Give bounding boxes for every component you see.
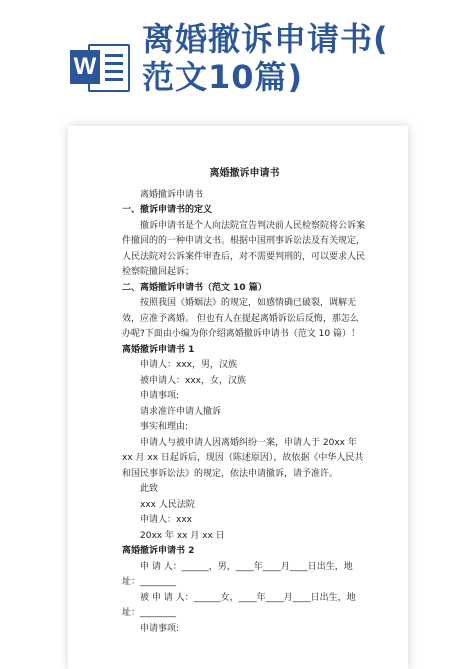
section-heading: 二、离婚撤诉申请书（范文 10 篇） xyxy=(122,282,267,293)
document-paragraph: 事实和理由: xyxy=(140,422,189,432)
document-title: 离婚撤诉申请书 xyxy=(209,168,280,179)
document-lines xyxy=(122,188,367,638)
document-paragraph: xxx 人民法院 xyxy=(140,499,195,510)
document-paragraph: 撤诉申请书是个人向法院宣告判决前人民检察院将公诉案件撤回的的一种申请文书。根据中国刑事诉讼法及有关规定，人民法院对公诉案件审查后，对不需要判刑的，可以要求人民检察院撤回起诉； xyxy=(122,220,366,277)
document-paragraph: 20xx 年 xx 月 xx 日 xyxy=(140,530,225,541)
document-paragraph: 按照我国《婚姻法》的规定，如感情确已破裂，调解无效，应准予离婚。 但也有人在提起离婚诉讼后反悔，那怎么办呢?下面由小编为你介绍离婚撤诉申请书（范文 10 篇）！ xyxy=(122,298,360,339)
page-title xyxy=(142,20,472,96)
title-line-1: 离婚撤诉申请书( xyxy=(142,20,389,58)
word-document-icon xyxy=(70,40,128,92)
section-heading: 离婚撤诉申请书 2 xyxy=(122,546,195,556)
document-paragraph: 被申请人：xxx，女，汉族 xyxy=(140,375,246,386)
document-paragraph: 请求准许申请人撤诉 xyxy=(140,406,222,417)
section-heading: 一、撤诉申请书的定义 xyxy=(122,205,213,215)
document-preview xyxy=(68,126,408,669)
title-line-2: 范文10篇) xyxy=(142,58,304,96)
section-heading: 离婚撤诉申请书 1 xyxy=(122,344,195,355)
document-paragraph: 离婚撤诉申请书 xyxy=(140,189,204,200)
document-paragraph: 申请人与被申请人因离婚纠纷一案，申请人于 20xx 年 xx 月 xx 日起诉后，现因（陈述原因），故依据《中华人民共和国民事诉讼法》的规定，依法申请撤诉，请予准许。 xyxy=(122,437,364,479)
document-paragraph: 此致 xyxy=(140,484,159,494)
document-paragraph: 申请人：xxx，男，汉族 xyxy=(140,360,237,370)
word-letter: W xyxy=(70,50,100,84)
document-paragraph: 申请人：xxx xyxy=(140,515,192,525)
document-paragraph: 申请事项: xyxy=(140,623,180,634)
document-body xyxy=(122,166,367,637)
document-paragraph: 被 申 请 人：______女，____年____月____日出生，地址：________ xyxy=(122,592,356,618)
document-paragraph: 申 请 人：______，男，____年____月____日出生，地址：________ xyxy=(122,561,353,587)
header-banner xyxy=(0,0,474,112)
document-paragraph: 申请事项: xyxy=(140,391,180,401)
